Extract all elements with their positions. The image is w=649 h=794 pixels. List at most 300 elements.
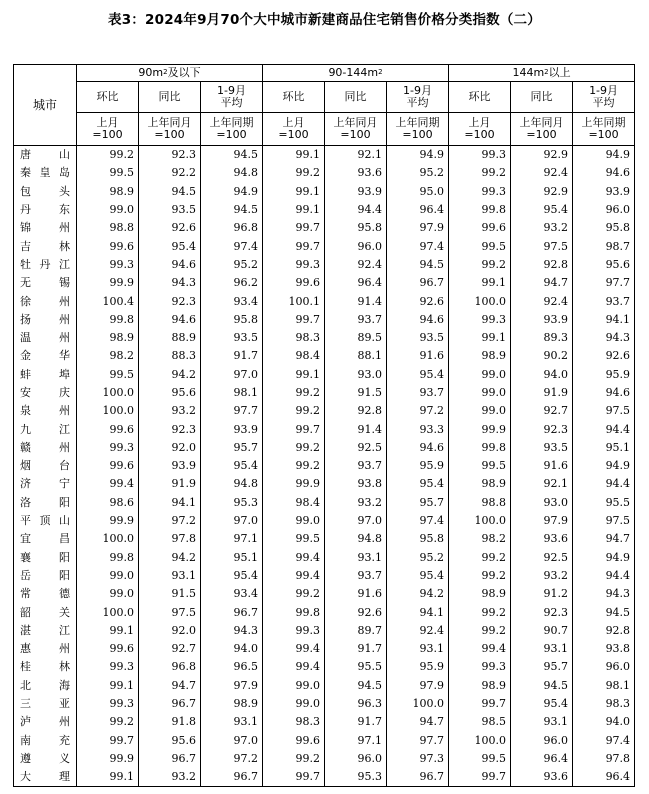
index-value: 100.0 [77,603,139,621]
index-value: 99.0 [449,402,511,420]
city-name [14,549,77,567]
index-value: 94.0 [511,366,573,384]
city-name [14,292,77,310]
index-value: 99.7 [449,768,511,787]
index-value: 95.4 [511,695,573,713]
index-value: 99.8 [449,439,511,457]
city-name-text: 九 江 [20,422,70,436]
index-value: 97.8 [139,530,201,548]
index-value: 94.6 [387,311,449,329]
index-value: 92.1 [511,475,573,493]
index-value: 95.9 [387,658,449,676]
index-value: 98.9 [449,347,511,365]
index-value: 97.8 [573,750,635,768]
city-name-text: 襄 阳 [20,550,70,564]
index-value: 99.3 [77,439,139,457]
index-value: 96.8 [139,658,201,676]
index-value: 99.1 [263,146,325,165]
index-value: 94.1 [573,311,635,329]
index-value: 98.2 [77,347,139,365]
index-value: 99.7 [77,732,139,750]
table-row [14,658,635,676]
index-value: 91.2 [511,585,573,603]
index-value: 93.1 [325,549,387,567]
index-value: 96.4 [387,201,449,219]
index-value: 91.6 [387,347,449,365]
index-value: 97.9 [387,677,449,695]
index-value: 100.0 [449,292,511,310]
yoy-header: 同比 [511,82,573,113]
table-row [14,384,635,402]
index-value: 99.2 [263,457,325,475]
mom-header: 环比 [77,82,139,113]
index-value: 98.9 [449,585,511,603]
index-value: 98.9 [449,475,511,493]
city-name-text: 包 头 [20,184,70,198]
index-value: 88.1 [325,347,387,365]
index-value: 95.5 [573,494,635,512]
index-value: 100.0 [77,530,139,548]
table-row [14,732,635,750]
index-value: 99.2 [449,622,511,640]
index-value: 99.5 [77,164,139,182]
index-value: 94.7 [139,677,201,695]
index-value: 96.0 [511,732,573,750]
table-row [14,567,635,585]
base-last-month: 上月 =100 [77,113,139,146]
index-value: 92.6 [325,603,387,621]
index-value: 96.7 [387,274,449,292]
index-value: 98.2 [449,530,511,548]
index-value: 100.4 [77,292,139,310]
index-value: 100.0 [449,732,511,750]
index-value: 93.1 [511,640,573,658]
index-value: 93.9 [511,311,573,329]
index-value: 94.4 [573,475,635,493]
index-value: 95.7 [387,494,449,512]
index-value: 93.7 [387,384,449,402]
index-value: 99.6 [77,237,139,255]
index-value: 95.4 [387,567,449,585]
index-value: 95.3 [325,768,387,787]
table-row [14,677,635,695]
city-name-text: 桂 林 [20,660,70,674]
index-value: 95.8 [325,219,387,237]
index-value: 96.8 [201,219,263,237]
index-value: 91.7 [201,347,263,365]
index-value: 94.7 [511,274,573,292]
index-value: 99.3 [77,658,139,676]
index-value: 96.3 [325,695,387,713]
index-value: 99.4 [263,567,325,585]
index-value: 97.3 [387,750,449,768]
index-value: 94.4 [573,420,635,438]
city-name-text: 大 理 [20,770,70,784]
index-value: 97.9 [201,677,263,695]
index-value: 94.6 [139,311,201,329]
index-value: 92.4 [387,622,449,640]
index-value: 88.9 [139,329,201,347]
index-value: 99.1 [263,201,325,219]
index-value: 97.0 [201,512,263,530]
index-value: 95.8 [387,530,449,548]
index-value: 94.6 [573,384,635,402]
city-name-text: 温 州 [20,331,70,345]
table-row [14,347,635,365]
city-name-text: 蚌 埠 [20,367,70,381]
index-value: 94.9 [201,183,263,201]
index-value: 96.5 [201,658,263,676]
city-column-header: 城市 [14,65,77,146]
index-value: 99.1 [263,366,325,384]
index-value: 93.0 [325,366,387,384]
table-row [14,549,635,567]
index-value: 94.5 [387,256,449,274]
index-value: 94.8 [325,530,387,548]
index-value: 90.7 [511,622,573,640]
index-value: 95.6 [573,256,635,274]
avg-header: 1-9月 平均 [201,82,263,113]
city-name [14,475,77,493]
index-value: 93.6 [511,768,573,787]
index-value: 95.4 [201,457,263,475]
base-same-period: 上年同期 =100 [387,113,449,146]
index-value: 92.9 [511,146,573,165]
index-value: 99.4 [263,549,325,567]
index-value: 94.8 [201,164,263,182]
group-header-small: $90m^2$及以下 [77,65,263,82]
index-value: 97.5 [139,603,201,621]
index-value: 97.0 [201,366,263,384]
index-value: 92.6 [573,347,635,365]
index-value: 91.6 [325,585,387,603]
index-value: 99.6 [263,274,325,292]
index-value: 99.3 [77,256,139,274]
index-value: 99.5 [449,750,511,768]
index-value: 93.5 [201,329,263,347]
index-value: 99.8 [77,549,139,567]
index-value: 94.9 [573,549,635,567]
index-value: 97.4 [573,732,635,750]
index-value: 94.6 [387,439,449,457]
city-name-text: 牡 丹 江 [20,257,70,271]
index-value: 98.6 [77,494,139,512]
index-value: 99.2 [449,549,511,567]
index-value: 99.5 [449,237,511,255]
base-same-period: 上年同期 =100 [573,113,635,146]
base-same-month: 上年同月 =100 [139,113,201,146]
table-row [14,530,635,548]
table-row [14,219,635,237]
index-value: 92.6 [387,292,449,310]
index-value: 93.6 [511,530,573,548]
city-name [14,219,77,237]
city-name [14,494,77,512]
index-value: 95.4 [387,366,449,384]
index-value: 95.8 [201,311,263,329]
index-value: 89.7 [325,622,387,640]
group-header-large: $144m^2$以上 [449,65,635,82]
table-row [14,439,635,457]
index-value: 95.4 [201,567,263,585]
index-value: 93.2 [139,402,201,420]
city-name-text: 惠 州 [20,642,70,656]
index-value: 99.1 [263,183,325,201]
index-value: 94.5 [573,603,635,621]
index-value: 93.5 [139,201,201,219]
index-value: 99.4 [263,658,325,676]
index-value: 95.1 [201,549,263,567]
index-value: 89.5 [325,329,387,347]
index-value: 94.1 [139,494,201,512]
index-value: 99.9 [77,512,139,530]
index-value: 97.2 [201,750,263,768]
city-name [14,146,77,165]
index-value: 95.3 [201,494,263,512]
index-value: 93.5 [511,439,573,457]
table-row [14,201,635,219]
index-value: 99.0 [77,567,139,585]
index-value: 99.2 [263,585,325,603]
avg-header: 1-9月 平均 [387,82,449,113]
index-value: 94.2 [387,585,449,603]
index-value: 93.1 [511,713,573,731]
index-value: 88.3 [139,347,201,365]
index-value: 96.7 [139,750,201,768]
index-value: 91.5 [139,585,201,603]
index-value: 97.5 [573,512,635,530]
index-value: 95.8 [573,219,635,237]
index-value: 99.8 [77,311,139,329]
index-value: 93.2 [325,494,387,512]
table-row [14,494,635,512]
index-value: 99.2 [77,713,139,731]
table-body [14,146,635,787]
index-value: 99.0 [77,585,139,603]
index-value: 99.1 [77,622,139,640]
index-value: 97.5 [511,237,573,255]
city-name-text: 平 顶 山 [20,514,70,528]
base-same-period: 上年同期 =100 [201,113,263,146]
index-value: 99.1 [449,274,511,292]
city-name [14,677,77,695]
index-value: 100.0 [77,402,139,420]
index-value: 99.6 [449,219,511,237]
index-value: 99.0 [263,512,325,530]
index-value: 91.4 [325,420,387,438]
table-row [14,713,635,731]
index-value: 94.6 [573,164,635,182]
index-value: 93.7 [325,457,387,475]
index-value: 94.5 [139,183,201,201]
index-value: 96.7 [139,695,201,713]
index-value: 96.7 [201,603,263,621]
index-value: 97.4 [201,237,263,255]
city-name-text: 锦 州 [20,221,70,235]
index-value: 98.5 [449,713,511,731]
city-name [14,237,77,255]
index-value: 97.7 [201,402,263,420]
index-value: 99.7 [263,420,325,438]
index-value: 95.4 [139,237,201,255]
index-value: 97.2 [387,402,449,420]
index-value: 98.3 [263,713,325,731]
index-value: 97.0 [201,732,263,750]
index-value: 91.5 [325,384,387,402]
index-value: 96.0 [325,237,387,255]
city-name [14,420,77,438]
index-value: 94.5 [511,677,573,695]
index-value: 92.4 [325,256,387,274]
index-value: 99.0 [449,384,511,402]
index-value: 92.1 [325,146,387,165]
index-value: 99.4 [449,640,511,658]
index-value: 92.3 [139,146,201,165]
index-value: 96.4 [511,750,573,768]
index-value: 99.2 [263,164,325,182]
city-name [14,329,77,347]
index-value: 99.3 [77,695,139,713]
city-name-text: 扬 州 [20,312,70,326]
index-value: 92.8 [573,622,635,640]
city-name-text: 南 充 [20,733,70,747]
index-value: 98.7 [573,237,635,255]
city-name [14,201,77,219]
index-value: 100.1 [263,292,325,310]
index-value: 93.3 [387,420,449,438]
index-value: 98.1 [573,677,635,695]
city-name-text: 遵 义 [20,751,70,765]
table-row [14,603,635,621]
index-value: 99.6 [77,457,139,475]
index-value: 98.9 [77,183,139,201]
city-name-text: 吉 林 [20,239,70,253]
index-value: 93.1 [139,567,201,585]
index-value: 94.7 [387,713,449,731]
city-name-text: 宜 昌 [20,532,70,546]
table-row [14,640,635,658]
city-name-text: 丹 东 [20,203,70,217]
table-row [14,292,635,310]
index-value: 99.1 [449,329,511,347]
index-value: 92.9 [511,183,573,201]
index-value: 97.5 [573,402,635,420]
index-value: 92.6 [139,219,201,237]
index-value: 99.2 [449,164,511,182]
index-value: 96.4 [573,768,635,787]
index-value: 94.3 [573,585,635,603]
index-value: 95.5 [325,658,387,676]
index-value: 99.8 [263,603,325,621]
index-value: 94.5 [325,677,387,695]
index-value: 94.6 [139,256,201,274]
index-value: 99.4 [77,475,139,493]
index-value: 98.3 [263,329,325,347]
index-value: 98.1 [201,384,263,402]
index-value: 95.7 [511,658,573,676]
index-value: 100.0 [449,512,511,530]
index-value: 93.2 [511,567,573,585]
index-value: 99.7 [263,311,325,329]
index-value: 93.5 [387,329,449,347]
index-value: 99.0 [263,677,325,695]
index-value: 93.2 [139,768,201,787]
index-value: 99.2 [449,567,511,585]
index-value: 93.9 [573,183,635,201]
city-name-text: 常 德 [20,587,70,601]
index-value: 89.3 [511,329,573,347]
index-value: 99.2 [263,402,325,420]
index-value: 92.7 [139,640,201,658]
index-value: 92.4 [511,292,573,310]
index-value: 97.4 [387,512,449,530]
index-value: 91.8 [139,713,201,731]
table-header [14,65,635,146]
yoy-header: 同比 [325,82,387,113]
city-name [14,622,77,640]
index-value: 93.6 [325,164,387,182]
table-row [14,183,635,201]
mom-header: 环比 [263,82,325,113]
index-value: 91.7 [325,713,387,731]
index-value: 98.8 [449,494,511,512]
index-value: 95.2 [387,164,449,182]
index-value: 94.0 [201,640,263,658]
index-value: 94.2 [139,549,201,567]
index-value: 91.7 [325,640,387,658]
index-value: 99.5 [263,530,325,548]
index-value: 91.9 [511,384,573,402]
index-value: 95.0 [387,183,449,201]
index-value: 96.0 [573,201,635,219]
index-value: 93.0 [511,494,573,512]
index-value: 99.3 [449,183,511,201]
table-row [14,146,635,165]
yoy-header: 同比 [139,82,201,113]
city-name [14,603,77,621]
index-value: 98.8 [77,219,139,237]
index-value: 99.6 [77,640,139,658]
index-value: 97.1 [201,530,263,548]
index-value: 100.0 [387,695,449,713]
index-value: 99.9 [449,420,511,438]
index-value: 92.3 [511,603,573,621]
index-value: 99.3 [449,658,511,676]
index-value: 95.6 [139,732,201,750]
city-name [14,311,77,329]
index-value: 93.1 [387,640,449,658]
index-value: 94.7 [573,530,635,548]
index-value: 99.7 [449,695,511,713]
city-name [14,750,77,768]
city-name-text: 徐 州 [20,294,70,308]
city-name [14,256,77,274]
index-value: 99.7 [263,768,325,787]
city-name-text: 湛 江 [20,623,70,637]
city-name-text: 金 华 [20,349,70,363]
index-value: 97.7 [387,732,449,750]
index-value: 98.9 [201,695,263,713]
index-value: 94.3 [573,329,635,347]
index-value: 99.3 [449,311,511,329]
index-value: 93.4 [201,292,263,310]
index-value: 93.8 [325,475,387,493]
index-value: 99.6 [77,420,139,438]
table-row [14,750,635,768]
index-value: 98.3 [573,695,635,713]
index-value: 99.4 [263,640,325,658]
city-name [14,732,77,750]
